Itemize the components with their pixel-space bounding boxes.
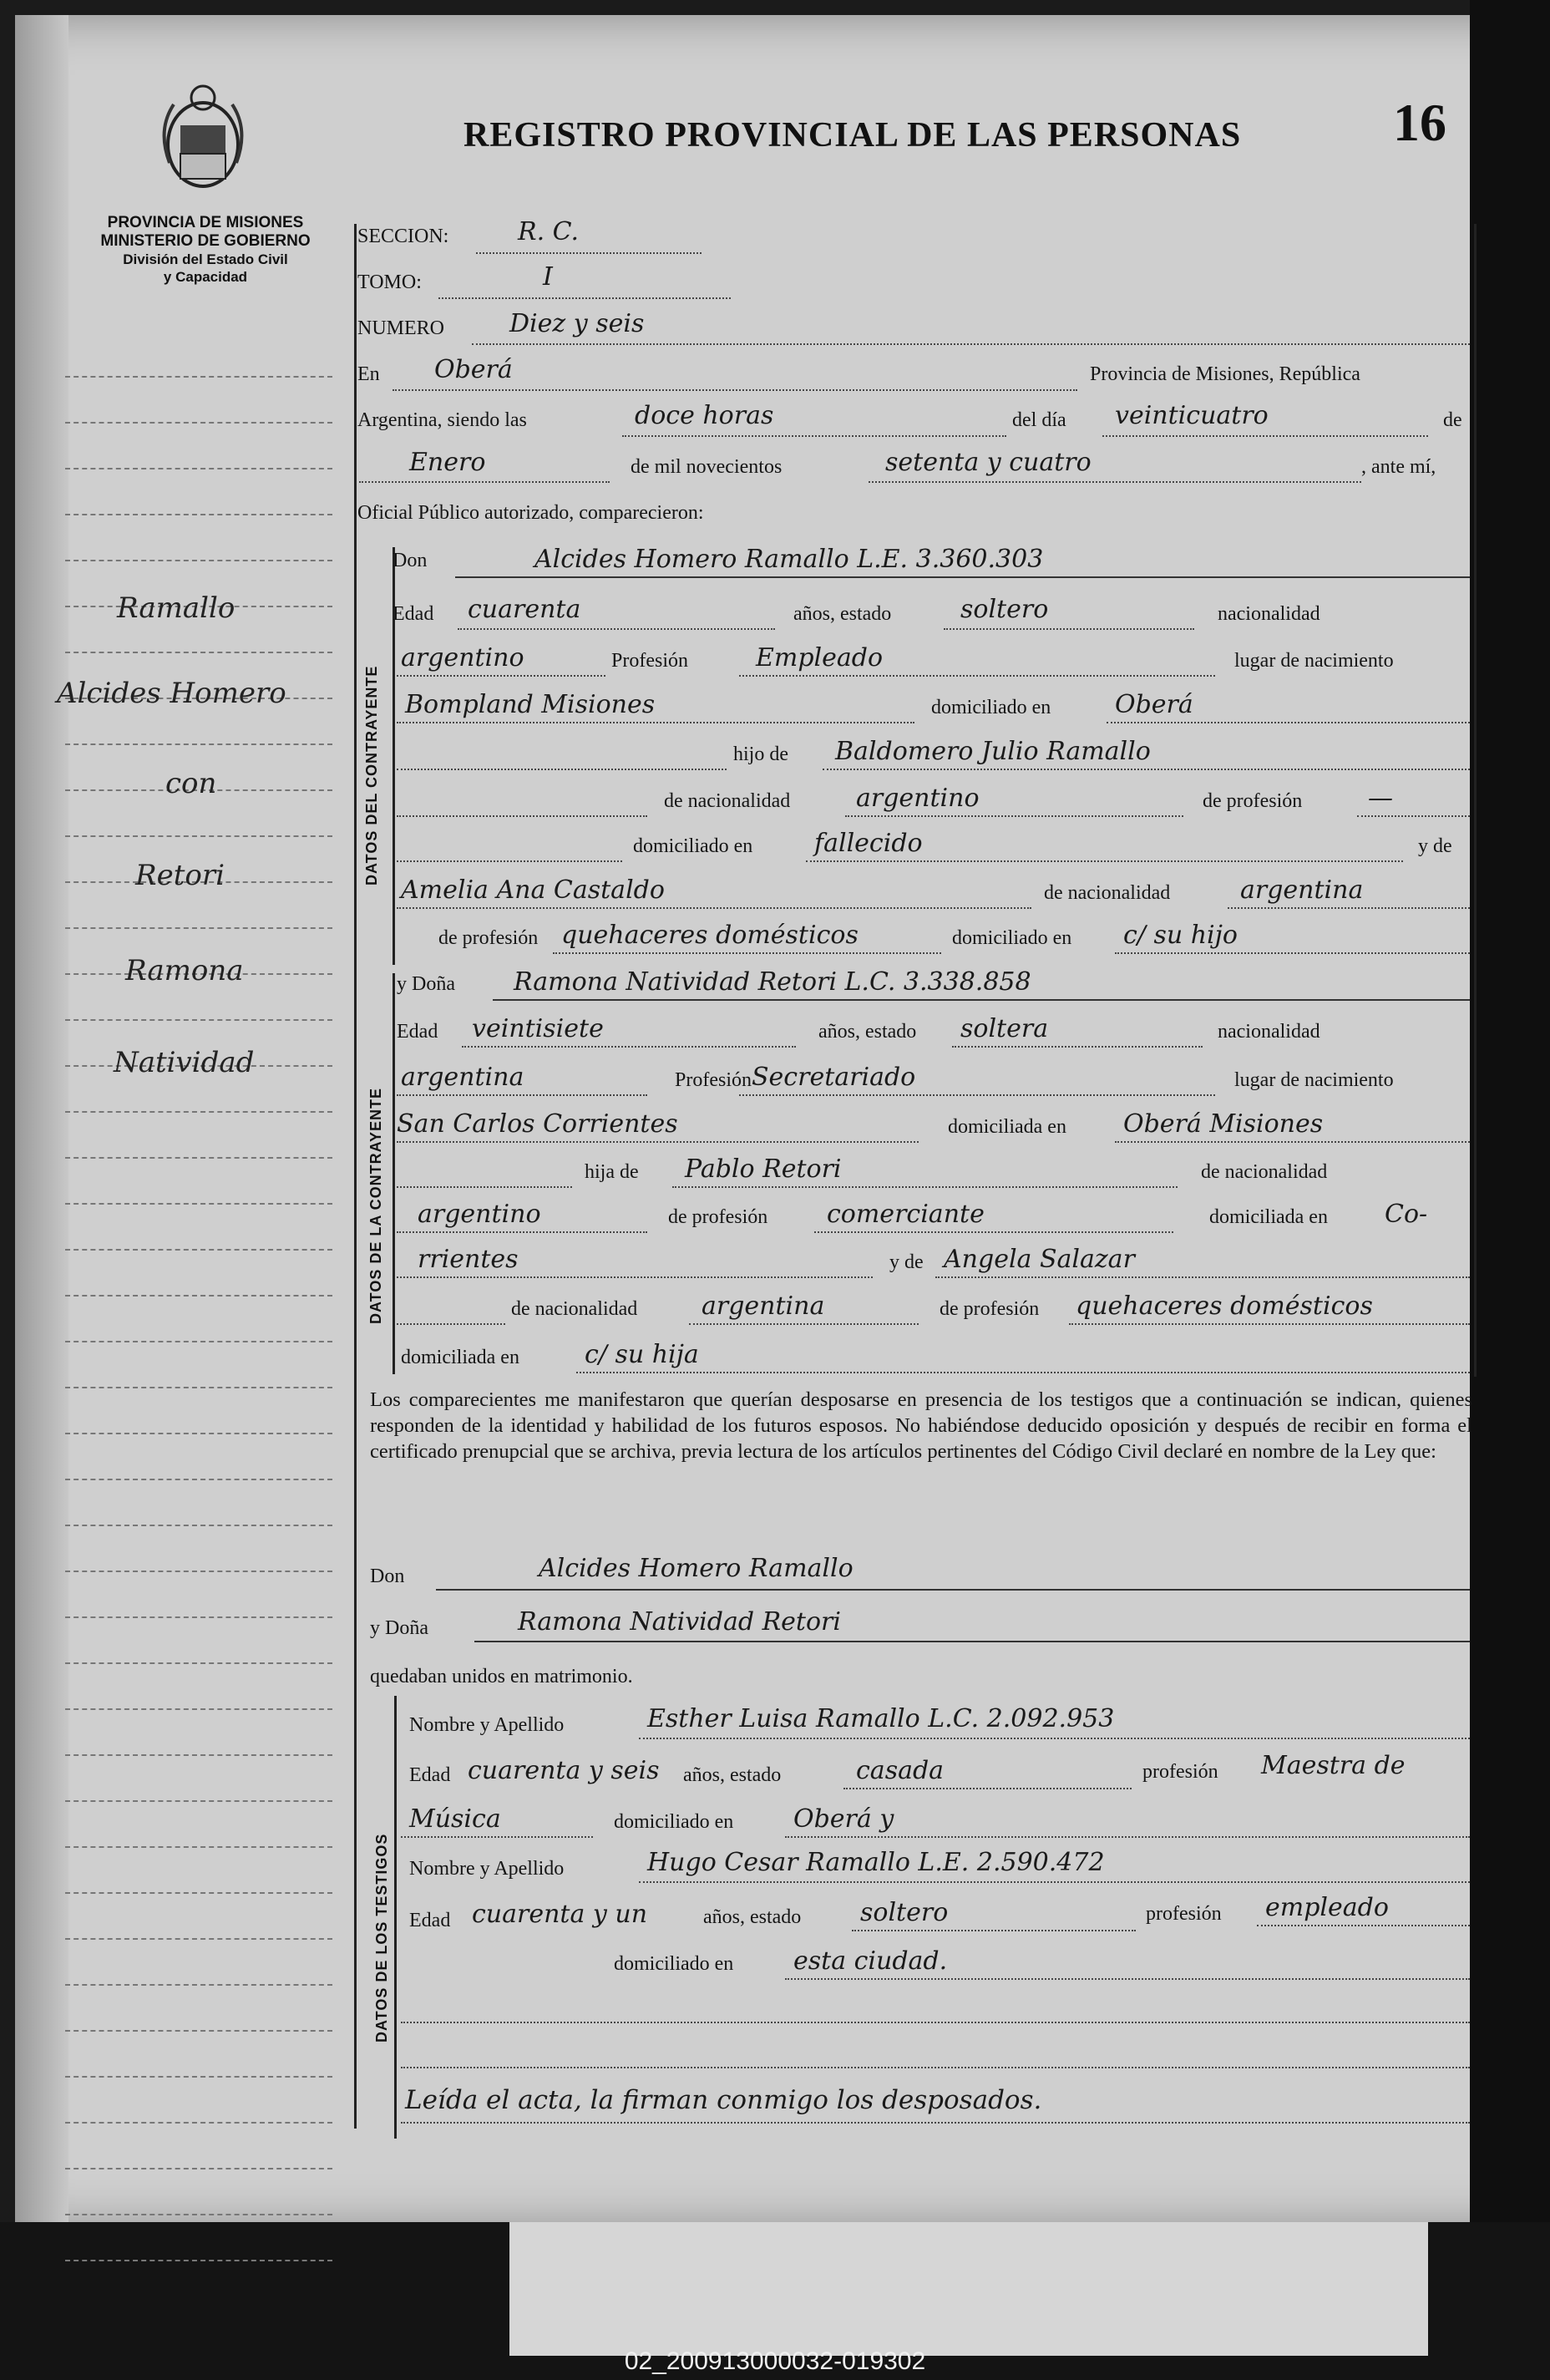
decl-dona-label: y Doña xyxy=(370,1617,428,1639)
form-right-border xyxy=(1474,224,1477,1377)
tomo-label: TOMO: xyxy=(357,271,422,293)
page-binding xyxy=(15,15,68,2229)
seccion-label: SECCION: xyxy=(357,226,449,247)
bride-mother-domicile-line xyxy=(576,1372,1470,1373)
next-page-edge xyxy=(509,2222,1428,2356)
margin-ruled-line xyxy=(65,2076,332,2078)
margin-ruled-line xyxy=(65,1525,332,1526)
witness-side-label: DATOS DE LOS TESTIGOS xyxy=(373,1833,390,2043)
bride-profession: Secretariado xyxy=(752,1063,916,1092)
groom-father-line xyxy=(823,769,1470,770)
dona-label: y Doña xyxy=(397,973,455,995)
margin-ruled-line xyxy=(65,1616,332,1618)
groom-age-line xyxy=(458,628,775,630)
margin-bride-name: Ramona xyxy=(125,954,244,987)
w1-profession-1: Maestra de xyxy=(1261,1751,1406,1780)
w1-dom-label: domiciliado en xyxy=(614,1811,734,1833)
groom-lugar-label: lugar de nacimiento xyxy=(1234,650,1394,672)
w2-name-line xyxy=(639,1881,1470,1883)
bride-de-nac-label: de nacionalidad xyxy=(1201,1161,1328,1183)
day-value: veinticuatro xyxy=(1115,401,1269,430)
en-label: En xyxy=(357,363,380,385)
hour-value: doce horas xyxy=(635,401,774,430)
groom-birthplace-line xyxy=(397,722,914,723)
w1-domicile: Oberá y xyxy=(793,1804,894,1834)
margin-ruled-line xyxy=(65,1111,332,1113)
del-dia-label: del día xyxy=(1012,409,1066,431)
margin-ruled-line xyxy=(65,1387,332,1388)
groom-mother-domicile: c/ su hijo xyxy=(1123,921,1238,950)
register-title: REGISTRO PROVINCIAL DE LAS PERSONAS xyxy=(463,116,1242,155)
final-note-line xyxy=(401,2122,1470,2124)
numero-label: NUMERO xyxy=(357,317,445,339)
bride-domicile-line xyxy=(1115,1141,1470,1143)
bride-mother-line xyxy=(935,1276,1470,1278)
groom-mother-nationality-line xyxy=(1228,907,1470,909)
groom-mother: Amelia Ana Castaldo xyxy=(401,875,665,905)
groom-de-prof-label: de profesión xyxy=(1203,790,1303,812)
groom-domicile-line xyxy=(1107,722,1470,723)
margin-ruled-line xyxy=(65,1708,332,1710)
groom-nationality: argentino xyxy=(401,643,524,672)
bride-profession-line xyxy=(739,1094,1215,1096)
w2-domicile: esta ciudad. xyxy=(793,1946,948,1976)
w2-profession-line xyxy=(1257,1925,1470,1926)
bride-estado-line xyxy=(952,1046,1203,1048)
w1-age: cuarenta y seis xyxy=(468,1756,660,1785)
tomo-value: I xyxy=(543,262,553,292)
margin-ruled-line xyxy=(65,1341,332,1342)
w1-estado: casada xyxy=(856,1756,945,1785)
margin-ruled-line xyxy=(65,1295,332,1297)
bride-birthplace: San Carlos Corrientes xyxy=(397,1109,678,1139)
siendo-label: Argentina, siendo las xyxy=(357,409,527,431)
bride-mother-profession: quehaceres domésticos xyxy=(1076,1291,1373,1321)
decl-closing: quedaban unidos en matrimonio. xyxy=(370,1666,633,1687)
w2-name-label: Nombre y Apellido xyxy=(409,1858,565,1880)
decl-bride: Ramona Natividad Retori xyxy=(518,1607,841,1637)
image-id-caption: 02_200913000032-019302 xyxy=(624,2347,926,2375)
groom-y-de-label: y de xyxy=(1418,835,1452,857)
coat-of-arms-icon xyxy=(157,79,249,205)
groom-mother-line xyxy=(397,907,1031,909)
office-division: División del Estado Civil xyxy=(123,251,288,267)
bride-nationality-line xyxy=(397,1094,647,1096)
bride-father-nationality: argentino xyxy=(418,1200,541,1229)
groom-mother-profession: quehaceres domésticos xyxy=(561,921,859,950)
month-value: Enero xyxy=(409,448,486,477)
day-line xyxy=(1102,435,1428,437)
bride-nac-label: nacionalidad xyxy=(1218,1021,1320,1043)
groom-estado: soltero xyxy=(960,595,1049,624)
margin-ruled-line xyxy=(65,743,332,745)
groom-dom-label: domiciliado en xyxy=(931,697,1051,718)
margin-con: con xyxy=(165,767,217,800)
bride-mother-prof-label: de profesión xyxy=(940,1298,1040,1320)
bride-father-nationality-line xyxy=(397,1231,647,1233)
issuing-office xyxy=(55,214,356,286)
tomo-line xyxy=(438,297,731,299)
bride-birthplace-line xyxy=(397,1141,919,1143)
margin-ruled-line xyxy=(65,376,332,378)
bride-edad-label: Edad xyxy=(397,1021,438,1043)
groom-side-label: DATOS DEL CONTRAYENTE xyxy=(363,665,380,886)
place-value: Oberá xyxy=(434,355,513,384)
groom-father-blank-line xyxy=(397,815,647,817)
margin-ruled-line xyxy=(65,2030,332,2032)
groom-profession-line xyxy=(739,675,1215,677)
margin-ruled-line xyxy=(65,652,332,653)
witness-extra-line-2 xyxy=(401,2067,1470,2068)
decl-bride-line xyxy=(474,1641,1470,1642)
bride-father-domicile-2: rrientes xyxy=(418,1245,519,1274)
bride-section-border xyxy=(393,973,395,1374)
bride-father-domicile-line xyxy=(397,1276,873,1278)
margin-ruled-line xyxy=(65,2260,332,2261)
groom-nac-label: nacionalidad xyxy=(1218,603,1320,625)
bride-y-de-label: y de xyxy=(889,1251,924,1273)
bride-name: Ramona Natividad Retori L.C. 3.338.858 xyxy=(514,967,1031,997)
groom-father-profession-line xyxy=(1357,815,1470,817)
bride-age: veintisiete xyxy=(472,1014,604,1043)
groom-father-nationality-line xyxy=(845,815,1183,817)
w2-dom-label: domiciliado en xyxy=(614,1953,734,1975)
w1-profession-line xyxy=(401,1836,593,1838)
groom-anos-label: años, estado xyxy=(793,603,892,625)
bride-father-profession: comerciante xyxy=(827,1200,985,1229)
margin-ruled-line xyxy=(65,1433,332,1434)
bride-mother: Angela Salazar xyxy=(944,1245,1135,1274)
groom-profession: Empleado xyxy=(756,643,884,672)
margin-given-names: Alcides Homero xyxy=(57,677,286,710)
office-capacity: y Capacidad xyxy=(163,269,248,285)
bride-blank-line xyxy=(397,1186,572,1188)
bride-nationality: argentina xyxy=(401,1063,524,1092)
bride-father: Pablo Retori xyxy=(685,1154,842,1184)
bride-prof-label: Profesión xyxy=(675,1069,752,1091)
form-left-border xyxy=(354,224,357,2129)
margin-bride-middle: Natividad xyxy=(114,1046,255,1079)
groom-domicile: Oberá xyxy=(1115,690,1193,719)
groom-father-dom-label: domiciliado en xyxy=(633,835,753,857)
year-value: setenta y cuatro xyxy=(885,448,1092,477)
bride-name-line xyxy=(493,999,1470,1001)
groom-mother-nationality: argentina xyxy=(1240,875,1364,905)
margin-surname: Ramallo xyxy=(117,591,236,625)
bride-father-dom-label: domiciliada en xyxy=(1209,1206,1328,1228)
decl-groom-line xyxy=(436,1589,1470,1591)
margin-ruled-line xyxy=(65,1800,332,1802)
place-line xyxy=(393,389,1077,391)
groom-de-nac-label: de nacionalidad xyxy=(664,790,791,812)
groom-mother-domicile-line xyxy=(1115,952,1470,954)
margin-ruled-line xyxy=(65,514,332,515)
witness-extra-line-1 xyxy=(401,2022,1470,2023)
groom-father-domicile-line xyxy=(806,860,1403,862)
oficial-label: Oficial Público autorizado, comparecieron: xyxy=(357,502,704,524)
de-label: de xyxy=(1443,409,1462,431)
margin-ruled-line xyxy=(65,2122,332,2124)
w1-estado-line xyxy=(843,1788,1132,1789)
margin-ruled-line xyxy=(65,1984,332,1986)
w1-prof-label: profesión xyxy=(1142,1761,1218,1783)
seccion-line xyxy=(476,252,702,254)
seccion-value: R. C. xyxy=(518,217,580,246)
groom-mother-prof-label: de profesión xyxy=(438,927,539,949)
bride-father-line xyxy=(672,1186,1178,1188)
decl-don-label: Don xyxy=(370,1566,405,1587)
w2-domicile-line xyxy=(785,1978,1470,1980)
margin-ruled-line xyxy=(65,2214,332,2215)
margin-ruled-line xyxy=(65,1938,332,1940)
bride-domicile: Oberá Misiones xyxy=(1123,1109,1324,1139)
groom-hijo-label: hijo de xyxy=(733,743,788,765)
numero-value: Diez y seis xyxy=(509,309,645,338)
groom-father: Baldomero Julio Ramallo xyxy=(835,737,1151,766)
witness-section-border xyxy=(394,1696,397,2139)
bride-hija-label: hija de xyxy=(585,1161,639,1183)
margin-ruled-line xyxy=(65,1892,332,1894)
margin-ruled-line xyxy=(65,835,332,837)
groom-name: Alcides Homero Ramallo L.E. 3.360.303 xyxy=(534,545,1044,574)
numero-line xyxy=(472,343,1470,345)
bride-anos-label: años, estado xyxy=(818,1021,917,1043)
w2-anos-label: años, estado xyxy=(703,1906,802,1928)
w1-domicile-line xyxy=(785,1836,1470,1838)
hour-line xyxy=(622,435,1006,437)
margin-ruled-line xyxy=(65,1754,332,1756)
groom-edad-label: Edad xyxy=(393,603,434,625)
margin-ruled-line xyxy=(65,1019,332,1021)
w2-name: Hugo Cesar Ramallo L.E. 2.590.472 xyxy=(647,1848,1105,1877)
margin-ruled-line xyxy=(65,927,332,929)
mil-label: de mil novecientos xyxy=(631,456,783,478)
bride-estado: soltera xyxy=(960,1014,1049,1043)
w2-prof-label: profesión xyxy=(1146,1903,1222,1925)
bride-mother-nac-label: de nacionalidad xyxy=(511,1298,638,1320)
margin-ruled-line xyxy=(65,1846,332,1848)
declaration-text: Los comparecientes me manifestaron que querían desposarse en presencia de los testigos que a continuación se indican, quienes responden de la identidad y habilidad de los futuros esposos. No habiéndose deducido oposición y después de recibir en forma el certificado prenupcial que se archiva, previa lectura de los artículos pertinentes del Código Civil declaré en nombre de la Ley que: xyxy=(370,1388,1472,1463)
margin-ruled-line xyxy=(65,1157,332,1159)
bride-side-label: DATOS DE LA CONTRAYENTE xyxy=(367,1087,384,1324)
bride-dom-label: domiciliada en xyxy=(948,1116,1066,1138)
margin-ruled-line xyxy=(65,1249,332,1251)
margin-ruled-line xyxy=(65,1479,332,1480)
groom-nationality-line xyxy=(397,675,605,677)
margin-ruled-line xyxy=(65,560,332,561)
w2-estado: soltero xyxy=(860,1898,949,1927)
bride-lugar-label: lugar de nacimiento xyxy=(1234,1069,1394,1091)
groom-name-line xyxy=(455,576,1470,578)
groom-father-domicile: fallecido xyxy=(814,829,923,858)
w1-name: Esther Luisa Ramallo L.C. 2.092.953 xyxy=(647,1704,1115,1733)
margin-ruled-line xyxy=(65,1203,332,1205)
margin-bride-surname: Retori xyxy=(135,859,225,892)
w1-anos-label: años, estado xyxy=(683,1764,782,1786)
w2-age: cuarenta y un xyxy=(472,1900,648,1929)
w1-name-line xyxy=(639,1738,1470,1739)
groom-blank-line xyxy=(397,769,727,770)
month-line xyxy=(359,481,610,483)
w1-name-label: Nombre y Apellido xyxy=(409,1714,565,1736)
groom-father-dom-blank xyxy=(397,860,622,862)
bride-father-domicile-1: Co- xyxy=(1385,1200,1428,1229)
page-number: 16 xyxy=(1393,93,1446,152)
office-ministry: MINISTERIO DE GOBIERNO xyxy=(100,232,311,250)
groom-birthplace: Bompland Misiones xyxy=(405,690,656,719)
bride-de-prof-label: de profesión xyxy=(668,1206,768,1228)
bride-father-profession-line xyxy=(814,1231,1173,1233)
groom-estado-line xyxy=(944,628,1194,630)
groom-age: cuarenta xyxy=(468,595,581,624)
provincia-label: Provincia de Misiones, República xyxy=(1090,363,1360,385)
groom-father-profession: — xyxy=(1368,784,1393,813)
groom-father-nationality: argentino xyxy=(856,784,980,813)
year-line xyxy=(869,481,1361,483)
groom-mother-dom-label: domiciliado en xyxy=(952,927,1072,949)
groom-mother-profession-line xyxy=(553,952,941,954)
scan-background-right xyxy=(1470,0,1550,2380)
w1-profession-2: Música xyxy=(409,1804,501,1834)
bride-mother-domicile: c/ su hija xyxy=(585,1340,699,1369)
w2-profession: empleado xyxy=(1265,1893,1389,1922)
margin-ruled-line xyxy=(65,468,332,469)
bride-mother-blank xyxy=(397,1323,505,1325)
final-note: Leída el acta, la firman conmigo los desposados. xyxy=(405,2085,1042,2115)
decl-groom: Alcides Homero Ramallo xyxy=(539,1554,854,1583)
margin-ruled-line xyxy=(65,2168,332,2169)
bride-mother-nationality: argentina xyxy=(702,1291,825,1321)
bride-mother-profession-line xyxy=(1069,1323,1470,1325)
margin-ruled-line xyxy=(65,1662,332,1664)
bride-age-line xyxy=(462,1046,796,1048)
bride-mother-dom-label: domiciliada en xyxy=(401,1347,519,1368)
margin-ruled-line xyxy=(65,1571,332,1572)
bride-mother-nationality-line xyxy=(689,1323,919,1325)
don-label: Don xyxy=(393,550,428,571)
w2-edad-label: Edad xyxy=(409,1910,451,1931)
office-province: PROVINCIA DE MISIONES xyxy=(107,214,304,231)
groom-prof-label: Profesión xyxy=(611,650,688,672)
groom-mother-nac-label: de nacionalidad xyxy=(1044,882,1171,904)
w2-estado-line xyxy=(852,1930,1136,1931)
w1-edad-label: Edad xyxy=(409,1764,451,1786)
margin-ruled-line xyxy=(65,422,332,424)
ante-label: , ante mí, xyxy=(1361,456,1436,478)
